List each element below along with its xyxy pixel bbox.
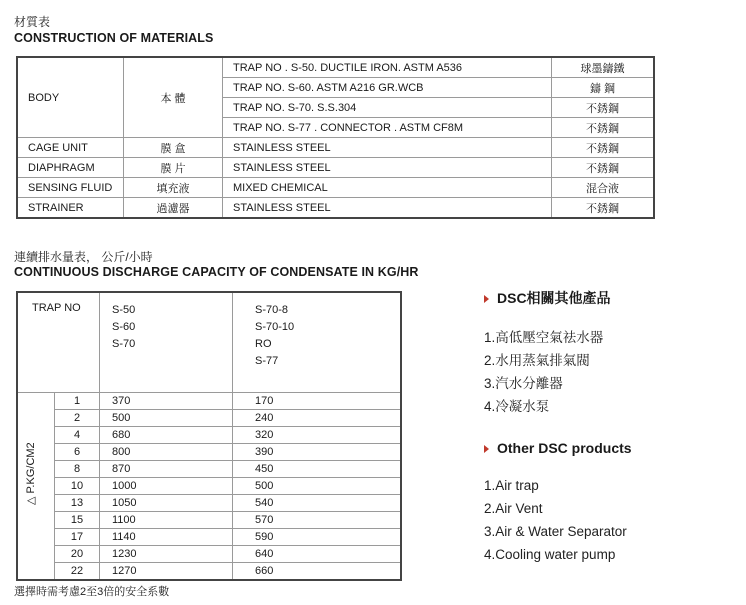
pressure-value: 20	[55, 546, 100, 563]
pressure-value: 15	[55, 512, 100, 529]
related-en-list	[484, 474, 632, 566]
list-item: 1.Air trap	[484, 478, 539, 493]
list-item: 3.汽水分離器	[484, 376, 563, 391]
list-item: 1.高低壓空氣祛水器	[484, 330, 604, 345]
capacity-table	[16, 291, 402, 581]
list-item: 2.Air Vent	[484, 501, 543, 516]
table-row	[17, 178, 654, 198]
part-name-zh: 填充液	[124, 178, 223, 198]
related-zh-title	[484, 288, 611, 308]
table-row	[17, 512, 401, 529]
pressure-value: 1	[55, 393, 100, 410]
header-model: S-77	[255, 355, 279, 367]
table-row	[17, 393, 401, 410]
table-row	[17, 410, 401, 427]
triangle-bullet-icon	[484, 295, 489, 303]
related-en-title-text: Other DSC products	[497, 440, 632, 456]
table-row	[17, 427, 401, 444]
materials-title-zh: 材質表	[14, 15, 51, 29]
header-col-a	[100, 292, 233, 393]
capacity-b: 540	[233, 495, 402, 512]
pressure-value: 22	[55, 563, 100, 581]
related-zh-list	[484, 326, 611, 418]
body-desc: TRAP NO. S-60. ASTM A216 GR.WCB	[223, 78, 552, 98]
pressure-value: 8	[55, 461, 100, 478]
pressure-value: 6	[55, 444, 100, 461]
body-desc: TRAP NO. S-70. S.S.304	[223, 98, 552, 118]
part-name-zh: 過濾器	[124, 198, 223, 219]
trap-no-label	[17, 292, 100, 393]
header-model: S-60	[112, 321, 136, 333]
part-mat: 混合液	[552, 178, 655, 198]
materials-title-en: CONSTRUCTION OF MATERIALS	[14, 31, 214, 45]
capacity-b: 590	[233, 529, 402, 546]
pressure-side-cell	[17, 393, 55, 581]
capacity-a: 680	[100, 427, 233, 444]
related-en-section	[484, 440, 632, 566]
table-row	[17, 57, 654, 78]
list-item: 3.Air & Water Separator	[484, 524, 627, 539]
part-desc: STAINLESS STEEL	[223, 138, 552, 158]
part-desc: STAINLESS STEEL	[223, 198, 552, 219]
table-row	[17, 495, 401, 512]
table-row	[17, 563, 401, 581]
part-mat: 不銹鋼	[552, 158, 655, 178]
capacity-a: 1000	[100, 478, 233, 495]
capacity-a: 1100	[100, 512, 233, 529]
pressure-value: 4	[55, 427, 100, 444]
related-zh-section	[484, 288, 611, 418]
body-desc: TRAP NO . S-50. DUCTILE IRON. ASTM A536	[223, 57, 552, 78]
body-mat: 不銹鋼	[552, 98, 655, 118]
trap-no-text: TRAP NO	[32, 302, 81, 314]
header-model: S-70-10	[255, 321, 295, 333]
part-mat: 不銹鋼	[552, 198, 655, 219]
capacity-title-zh: 連續排水量表， 公斤/小時	[14, 250, 153, 264]
materials-table	[16, 56, 655, 219]
capacity-b: 660	[255, 565, 274, 577]
pressure-value: 13	[55, 495, 100, 512]
list-item: 4.Cooling water pump	[484, 547, 616, 562]
triangle-bullet-icon	[484, 445, 489, 453]
header-model: RO	[255, 338, 272, 350]
part-name-zh: 膜 盒	[124, 138, 223, 158]
part-name: CAGE UNIT	[17, 138, 124, 158]
part-name: SENSING FLUID	[17, 178, 124, 198]
part-name-zh: 膜 片	[124, 158, 223, 178]
table-row	[17, 138, 654, 158]
table-row	[17, 444, 401, 461]
capacity-a: 500	[100, 410, 233, 427]
header-model: S-70	[112, 338, 136, 350]
capacity-b: 390	[233, 444, 402, 461]
table-row	[17, 478, 401, 495]
part-mat: 不銹鋼	[552, 138, 655, 158]
table-row	[17, 529, 401, 546]
table-row	[17, 198, 654, 219]
capacity-b: 240	[233, 410, 402, 427]
capacity-a: 1140	[100, 529, 233, 546]
body-name: BODY	[17, 57, 124, 138]
body-name-zh: 本 體	[124, 57, 223, 138]
header-model: S-50	[112, 304, 136, 316]
table-row	[17, 461, 401, 478]
safety-note: 選擇時需考慮2至3倍的安全系數	[14, 586, 170, 598]
related-zh-title-text: DSC相關其他產品	[497, 290, 611, 306]
pressure-axis-label: △ P.KG/CM2	[25, 442, 37, 505]
capacity-a: 1230	[100, 546, 233, 563]
capacity-b: 320	[233, 427, 402, 444]
capacity-header-row	[17, 292, 401, 393]
capacity-title-en: CONTINUOUS DISCHARGE CAPACITY OF CONDENSATE IN KG/HR	[14, 265, 419, 279]
capacity-b: 570	[233, 512, 402, 529]
capacity-b: 640	[233, 546, 402, 563]
header-model: S-70-8	[255, 304, 289, 316]
pressure-value: 17	[55, 529, 100, 546]
capacity-b: 170	[233, 393, 402, 410]
capacity-a: 870	[100, 461, 233, 478]
capacity-a: 1050	[100, 495, 233, 512]
list-item: 2.水用蒸氣排氣閥	[484, 353, 590, 368]
part-desc: STAINLESS STEEL	[223, 158, 552, 178]
body-desc: TRAP NO. S-77 . CONNECTOR . ASTM CF8M	[223, 118, 552, 138]
capacity-a: 800	[100, 444, 233, 461]
capacity-a: 1270	[100, 563, 233, 581]
list-item: 4.冷凝水泵	[484, 399, 550, 414]
table-row	[17, 546, 401, 563]
body-mat: 不銹鋼	[552, 118, 655, 138]
part-name: STRAINER	[17, 198, 124, 219]
pressure-value: 2	[55, 410, 100, 427]
pressure-value: 10	[55, 478, 100, 495]
header-col-b	[233, 292, 402, 393]
part-name: DIAPHRAGM	[17, 158, 124, 178]
body-mat: 球墨鑄鐵	[552, 57, 655, 78]
capacity-b: 500	[233, 478, 402, 495]
capacity-a: 370	[100, 393, 233, 410]
table-row	[17, 158, 654, 178]
related-en-title	[484, 440, 632, 456]
part-desc: MIXED CHEMICAL	[223, 178, 552, 198]
capacity-b: 450	[233, 461, 402, 478]
body-mat: 鑄 鋼	[552, 78, 655, 98]
